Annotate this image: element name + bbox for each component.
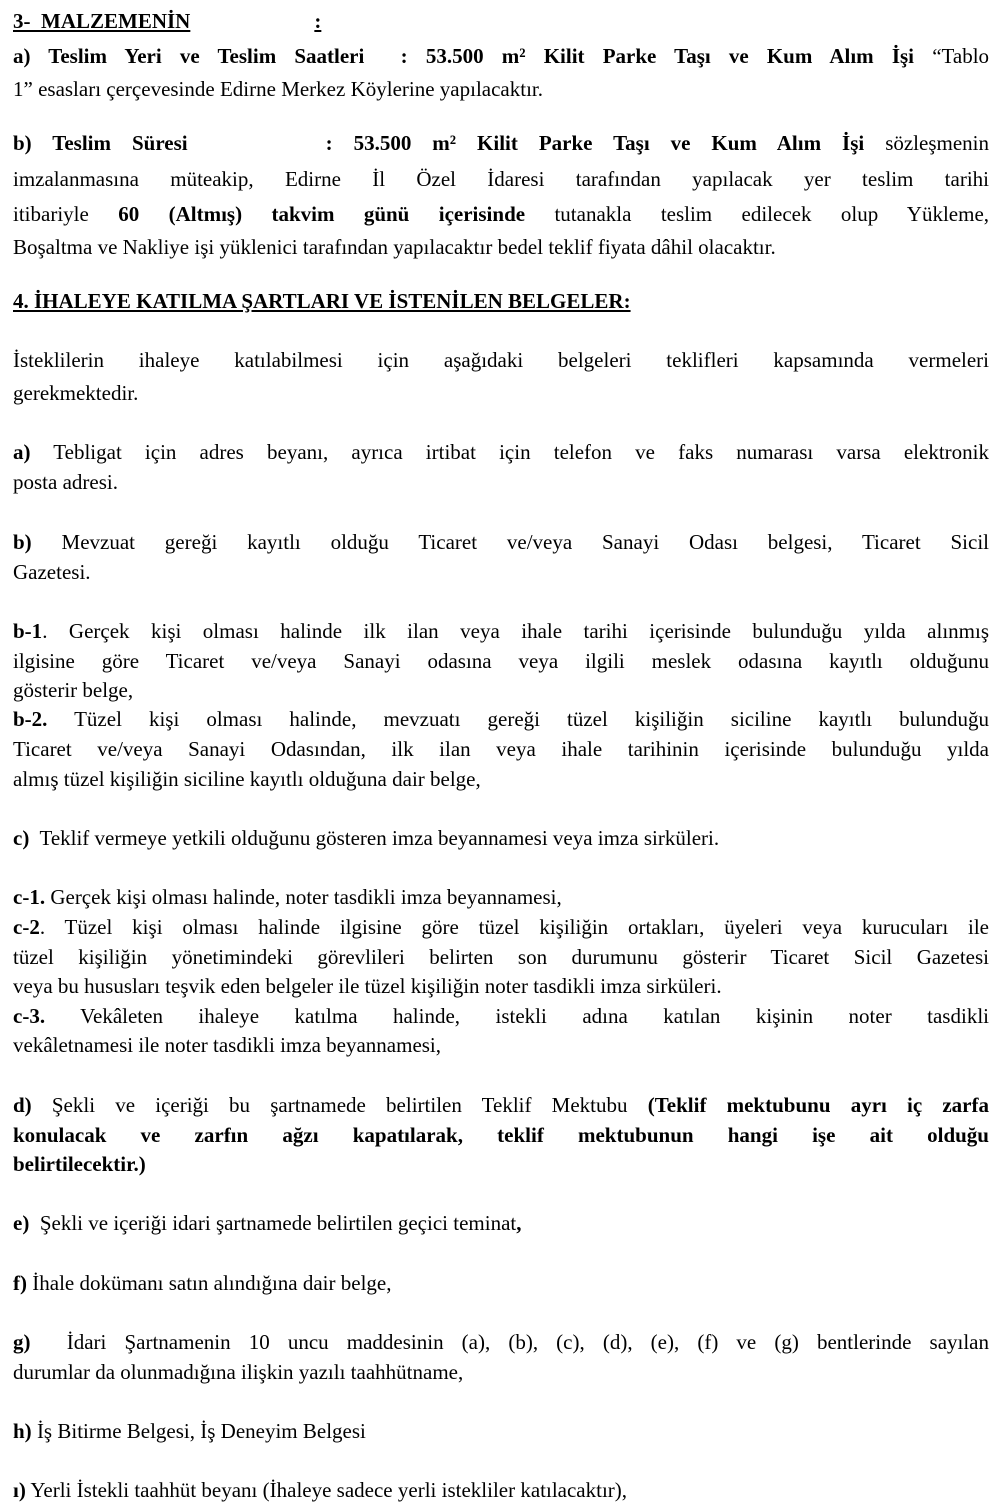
item-4b-line1: b) Mevzuat gereği kayıtlı olduğu Ticaret ve/veya Sanayi Odası belgesi, Ticaret Sicil	[13, 530, 989, 554]
item-b1-line2: ilgisine göre Ticaret ve/veya Sanayi odasına veya ilgili meslek odasına kayıtlı olduğunu	[13, 649, 989, 673]
item-4d-line1: d) Şekli ve içeriği bu şartnamede belirtilen Teklif Mektubu (Teklif mektubunu ayrı iç zarfa	[13, 1093, 989, 1117]
item-4d-line3: belirtilecektir.)	[13, 1152, 146, 1176]
item-c3-line2: vekâletnamesi ile noter tasdikli imza beyannamesi,	[13, 1033, 442, 1057]
heading-text: MALZEMENİN	[41, 9, 191, 33]
heading-number: 3-	[13, 9, 31, 33]
item-c3-line1: c-3. Vekâleten ihaleye katılma halinde, istekli adına katılan kişinin noter tasdikli	[13, 1004, 989, 1028]
item-4g-line1: g) İdari Şartnamenin 10 uncu maddesinin (a), (b), (c), (d), (e), (f) ve (g) bentlerinde sayılan	[13, 1330, 989, 1354]
item-3b-line4: Boşaltma ve Nakliye işi yüklenici tarafından yapılacaktır bedel teklif fiyata dâhil olacaktır.	[13, 235, 776, 259]
item-3b-line2: imzalanmasına müteakip, Edirne İl Özel İdaresi tarafından yapılacak yer teslim tarihi	[13, 167, 989, 191]
item-4a-line1: a) Tebligat için adres beyanı, ayrıca irtibat için telefon ve faks numarası varsa elektronik	[13, 440, 989, 464]
item-4f-line1: f) İhale dokümanı satın alındığına dair belge,	[13, 1271, 392, 1295]
item-c1-line1: c-1. Gerçek kişi olması halinde, noter tasdikli imza beyannamesi,	[13, 885, 562, 909]
item-4d-line2: konulacak ve zarfın ağzı kapatılarak, teklif mektubunun hangi işe ait olduğu	[13, 1123, 989, 1147]
item-b2-line1: b-2. Tüzel kişi olması halinde, mevzuatı gereği tüzel kişiliğin siciline kayıtlı bulunduğu	[13, 707, 989, 731]
item-b1-line1: b-1. Gerçek kişi olması halinde ilk ilan veya ihale tarihi içerisinde bulunduğu yılda alınmış	[13, 619, 989, 643]
item-b2-line3: almış tüzel kişiliğin siciline kayıtlı olduğuna dair belge,	[13, 767, 481, 791]
intro-line2: gerekmektedir.	[13, 381, 139, 405]
item-4i-line1: ı) Yerli İstekli taahhüt beyanı (İhaleye sadece yerli istekliler katılacaktır),	[13, 1478, 628, 1502]
item-c2-line1: c-2. Tüzel kişi olması halinde ilgisine göre tüzel kişiliğin ortakları, üyeleri veya kurucuları ile	[13, 915, 989, 939]
item-3b-line1: b) Teslim Süresi : 53.500 m² Kilit Parke Taşı ve Kum Alım İşi sözleşmenin	[13, 131, 989, 155]
section-3-heading	[13, 6, 321, 36]
item-4g-line2: durumlar da olunmadığına ilişkin yazılı taahhütname,	[13, 1360, 464, 1384]
item-3b-line3: itibariyle 60 (Altmış) takvim günü içerisinde tutanakla teslim edilecek olup Yükleme,	[13, 202, 989, 226]
item-c2-line3: veya bu hususları teşvik eden belgeler ile tüzel kişiliğin noter tasdikli imza sirküleri.	[13, 974, 722, 998]
item-4c-line1: c) Teklif vermeye yetkili olduğunu gösteren imza beyannamesi veya imza sirküleri.	[13, 826, 720, 850]
intro-line1: İsteklilerin ihaleye katılabilmesi için aşağıdaki belgeleri teklifleri kapsamında vermeleri	[13, 348, 989, 372]
item-b2-line2: Ticaret ve/veya Sanayi Odasından, ilk ilan veya ihale tarihinin içerisinde bulunduğu yılda	[13, 737, 989, 761]
item-4h-line1: h) İş Bitirme Belgesi, İş Deneyim Belgesi	[13, 1419, 366, 1443]
item-4e-line1: e) Şekli ve içeriği idari şartnamede belirtilen geçici teminat,	[13, 1211, 522, 1235]
item-4a-line2: posta adresi.	[13, 470, 118, 494]
item-3a-line1: a) Teslim Yeri ve Teslim Saatleri : 53.500 m² Kilit Parke Taşı ve Kum Alım İşi “Tablo	[13, 44, 989, 68]
item-4b-line2: Gazetesi.	[13, 560, 91, 584]
item-b1-line3: gösterir belge,	[13, 678, 134, 702]
section-4-heading: 4. İHALEYE KATILMA ŞARTLARI VE İSTENİLEN BELGELER:	[13, 289, 631, 313]
item-3a-line2: 1” esasları çerçevesinde Edirne Merkez Köylerine yapılacaktır.	[13, 77, 543, 101]
item-c2-line2: tüzel kişiliğin yönetimindeki görevlileri belirten son durumunu gösterir Ticaret Sicil Gazetesi	[13, 945, 989, 969]
heading-colon: :	[314, 9, 322, 33]
